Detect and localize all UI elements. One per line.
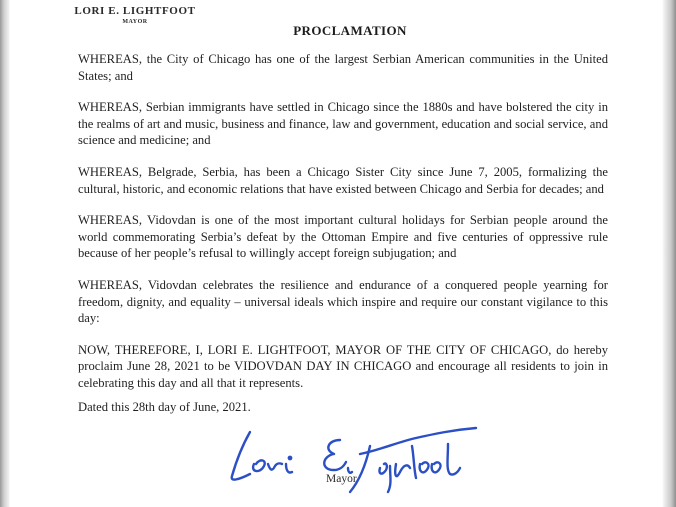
letterhead-name: LORI E. LIGHTFOOT <box>74 5 196 17</box>
signature-caption: Mayor <box>326 473 357 485</box>
proclamation-body <box>78 51 608 407</box>
whereas-paragraph-3: WHEREAS, Belgrade, Serbia, has been a Chicago Sister City since June 7, 2005, formalizing the cultural, historic, and economic relations that have existed between Chicago and Serbia for decades; and <box>78 164 608 196</box>
page-left-edge <box>0 0 10 507</box>
proclamation-page <box>10 0 662 507</box>
page-right-edge <box>662 0 676 507</box>
whereas-paragraph-1: WHEREAS, the City of Chicago has one of the largest Serbian American communities in the United States; and <box>78 52 608 83</box>
page-title: PROCLAMATION <box>293 23 407 38</box>
whereas-paragraph-4: WHEREAS, Vidovdan is one of the most important cultural holidays for Serbian people around the world commemorating Serbia’s defeat by the Ottoman Empire and five centuries of oppressive rule because of her people’s refusal to willingly accept foreign subjugation; and <box>78 213 608 261</box>
letterhead-role: MAYOR <box>122 19 148 25</box>
whereas-paragraph-5: WHEREAS, Vidovdan celebrates the resilience and endurance of a conquered people yearning for freedom, dignity, and equality – universal ideals which inspire and require our constant vigilance to this day: <box>78 277 608 326</box>
therefore-paragraph: NOW, THEREFORE, I, LORI E. LIGHTFOOT, MAYOR OF THE CITY OF CHICAGO, do hereby proclaim June 28, 2021 to be VIDOVDAN DAY IN CHICAGO and encourage all residents to join in celebrating this day and all that it represents. <box>78 342 608 390</box>
mayor-signature <box>220 418 495 498</box>
whereas-paragraph-2: WHEREAS, Serbian immigrants have settled in Chicago since the 1880s and have bolstered the city in the realms of art and music, business and finance, law and government, education and social service, and science and medicine; and <box>78 100 608 148</box>
dated-line: Dated this 28th day of June, 2021. <box>78 400 251 414</box>
